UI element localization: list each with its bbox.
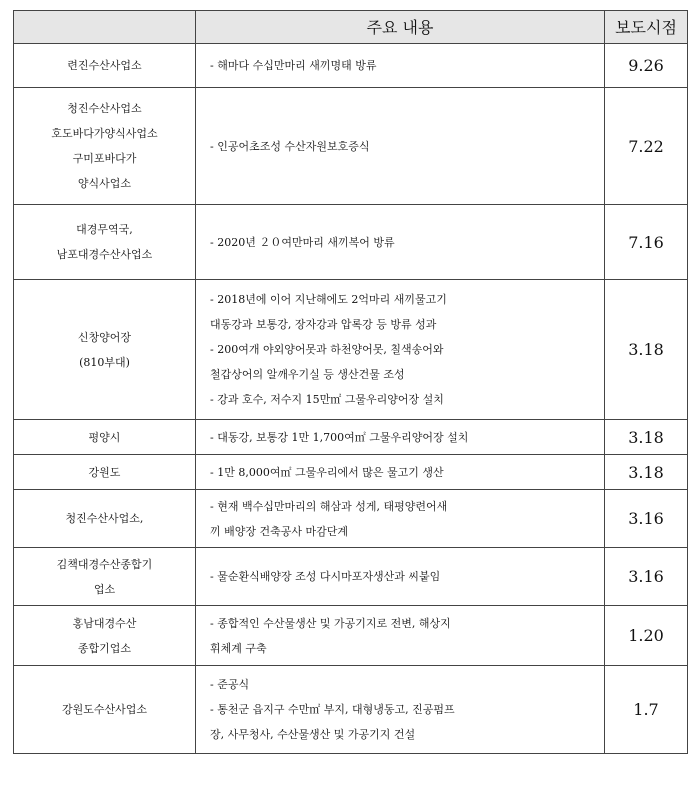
- org-cell: [14, 44, 196, 88]
- org-line: 호도바다가양식사업소: [51, 127, 158, 140]
- content-cell: [196, 88, 605, 205]
- table-row: [14, 490, 688, 548]
- org-line: 대경무역국,: [76, 223, 133, 236]
- org-line: 청진수산사업소,: [65, 512, 144, 525]
- org-cell: [14, 205, 196, 280]
- table-row: [14, 455, 688, 490]
- org-cell: [14, 548, 196, 606]
- content-line: - 2020년 ２０여만마리 새끼복어 방류: [210, 235, 395, 249]
- header-content: 주요 내용: [196, 11, 605, 44]
- content-line: 대동강과 보통강, 장자강과 압록강 등 방류 성과: [210, 318, 437, 331]
- table-body: [14, 44, 688, 754]
- table-row: [14, 205, 688, 280]
- content-line: 끼 배양장 건축공사 마감단계: [210, 524, 349, 538]
- date-cell: 1.7: [605, 666, 688, 754]
- org-line: 양식사업소: [77, 177, 132, 190]
- content-line: - 종합적인 수산물생산 및 가공기지로 전변, 해상지: [210, 616, 451, 630]
- org-line: 평양시: [88, 430, 121, 444]
- date-cell: 3.18: [605, 455, 688, 490]
- org-line: 구미포바다가: [72, 152, 137, 165]
- date-cell: 3.16: [605, 548, 688, 606]
- org-line: 남포대경수산사업소: [56, 248, 153, 261]
- content-line: - 물순환식배양장 조성 다시마포자생산과 씨붙임: [210, 570, 441, 583]
- org-cell: [14, 420, 196, 455]
- content-cell: [196, 606, 605, 666]
- content-cell: [196, 548, 605, 606]
- date-cell: 7.22: [605, 88, 688, 205]
- org-line: 련진수산사업소: [67, 59, 142, 72]
- content-line: - 준공식: [210, 678, 250, 691]
- org-cell: [14, 455, 196, 490]
- content-line: 장, 사무청사, 수산물생산 및 가공기지 건설: [210, 728, 416, 741]
- org-line: 강원도수산사업소: [61, 703, 147, 716]
- content-line: - 통천군 읍지구 수만㎡ 부지, 대형냉동고, 진공펌프: [210, 703, 455, 716]
- table-row: [14, 44, 688, 88]
- content-line: 철갑상어의 알깨우기실 등 생산건물 조성: [210, 368, 405, 381]
- date-cell: 1.20: [605, 606, 688, 666]
- table-row: [14, 666, 688, 754]
- org-line: 홍남대경수산: [72, 616, 137, 630]
- table-row: [14, 606, 688, 666]
- org-cell: [14, 606, 196, 666]
- content-line: - 대동강, 보통강 1만 1,700여㎡ 그물우리양어장 설치: [210, 430, 469, 444]
- header-date: 보도시점: [605, 11, 688, 44]
- org-line: 신창양어장: [77, 330, 132, 344]
- date-cell: 3.16: [605, 490, 688, 548]
- content-line: - 인공어초조성 수산자원보호증식: [210, 139, 370, 153]
- org-line: (810부대): [79, 355, 130, 369]
- table-row: [14, 420, 688, 455]
- table-header-row: [14, 11, 688, 44]
- content-line: - 현재 백수십만마리의 해삼과 성게, 태평양련어새: [210, 499, 448, 513]
- org-line: 김책대경수산종합기: [56, 557, 153, 571]
- date-cell: 3.18: [605, 280, 688, 420]
- content-cell: [196, 280, 605, 420]
- org-cell: [14, 666, 196, 754]
- date-cell: 7.16: [605, 205, 688, 280]
- table-row: [14, 548, 688, 606]
- content-cell: [196, 205, 605, 280]
- content-cell: [196, 455, 605, 490]
- org-line: 청진수산사업소: [67, 102, 142, 115]
- org-line: 종합기업소: [77, 641, 132, 655]
- content-cell: [196, 44, 605, 88]
- content-cell: [196, 490, 605, 548]
- date-cell: 3.18: [605, 420, 688, 455]
- content-line: - 해마다 수십만마리 새끼명태 방류: [210, 59, 377, 72]
- content-line: - 강과 호수, 저수지 15만㎡ 그물우리양어장 설치: [210, 393, 444, 406]
- content-cell: [196, 420, 605, 455]
- date-cell: 9.26: [605, 44, 688, 88]
- org-cell: [14, 88, 196, 205]
- content-line: 휘체계 구축: [210, 641, 267, 655]
- content-line: - 1만 8,000여㎡ 그물우리에서 많은 물고기 생산: [210, 465, 444, 479]
- org-line: 업소: [93, 582, 116, 596]
- content-cell: [196, 666, 605, 754]
- org-cell: [14, 490, 196, 548]
- content-line: - 2018년에 이어 지난해에도 2억마리 새끼물고기: [210, 293, 447, 306]
- news-table: [13, 10, 688, 754]
- table-row: [14, 88, 688, 205]
- content-line: - 200여개 야외양어못과 하천양어못, 칠색송어와: [210, 343, 444, 356]
- table-row: [14, 280, 688, 420]
- org-cell: [14, 280, 196, 420]
- org-line: 강원도: [88, 465, 121, 479]
- header-org: [14, 11, 196, 44]
